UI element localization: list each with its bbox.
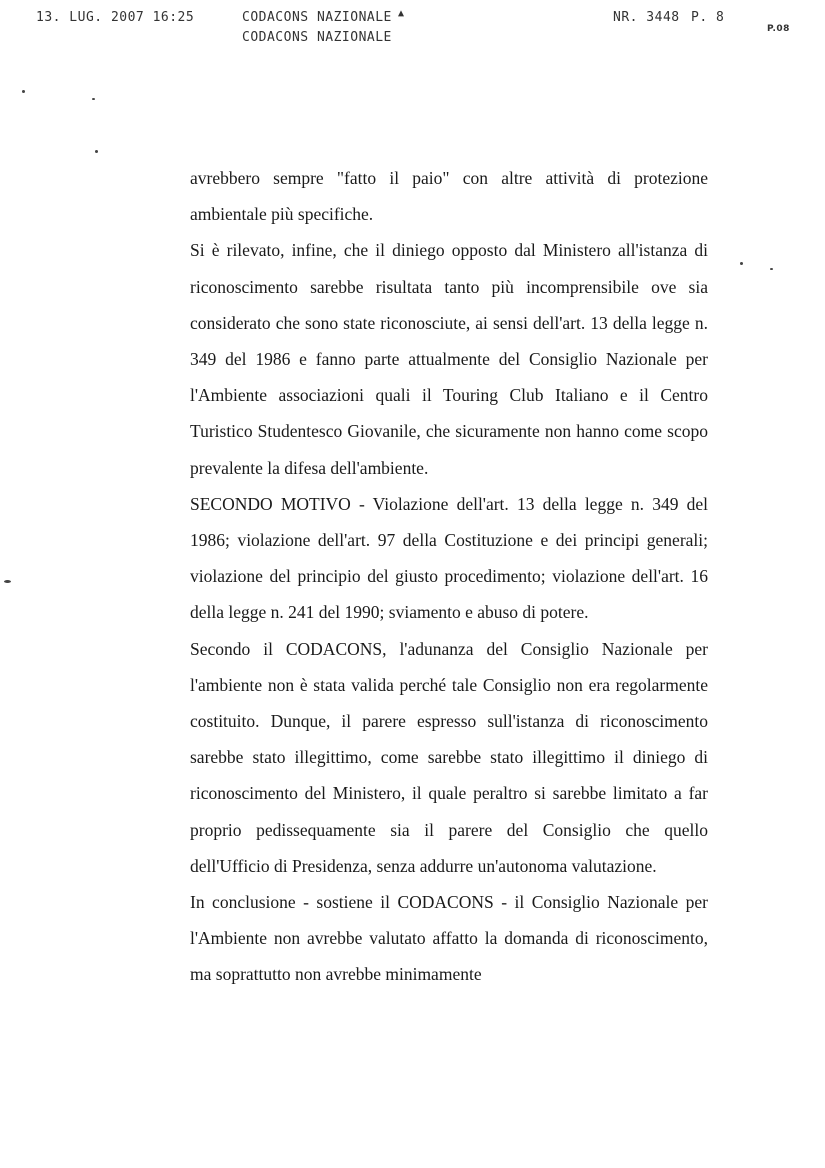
fax-number: NR. 3448	[613, 10, 680, 25]
fax-sender: CODACONS NAZIONALE	[242, 10, 392, 25]
paragraph: Secondo il CODACONS, l'adunanza del Consiglio Nazionale per l'ambiente non è stata valida perché tale Consiglio non era regolarmente costituito. Dunque, il parere espresso sull'istanza di riconoscimento sarebbe stato illegittimo, come sarebbe stato illegittimo il diniego di riconoscimento del Ministero, il quale peraltro si sarebbe limitato a far proprio pedissequamente sia il parere del Consiglio che quello dell'Ufficio di Presidenza, senza addurre un'autonoma valutazione.	[190, 638, 708, 876]
scan-speck	[770, 268, 773, 270]
paragraph: Si è rilevato, infine, che il diniego opposto dal Ministero all'istanza di riconoscimento sarebbe risultata tanto più incomprensibile ove sia considerato che sono state riconosciute, ai sensi dell'art. 13 della legge n. 349 del 1986 e fanno parte attualmente del Consiglio Nazionale per l'Ambiente associazioni quali il Touring Club Italiano e il Centro Turistico Studentesco Giovanile, che sicuramente non hanno come scopo prevalente la difesa dell'ambiente.	[190, 240, 708, 478]
paragraph: avrebbero sempre "fatto il paio" con altre attività di protezione ambientale più specifiche.	[190, 168, 708, 225]
scan-speck	[740, 262, 743, 265]
section-heading-paragraph: SECONDO MOTIVO - Violazione dell'art. 13 della legge n. 349 del 1986; violazione dell'art. 97 della Costituzione e dei principi generali; violazione del principio del giusto procedimento; violazione dell'art. 16 della legge n. 241 del 1990; sviamento e abuso di potere.	[190, 493, 708, 623]
scan-speck	[92, 98, 95, 100]
fax-caret-mark: ▲	[398, 8, 405, 19]
fax-page-number: P. 8	[691, 10, 725, 25]
scan-speck	[4, 580, 11, 583]
scan-speck	[22, 90, 25, 93]
document-body	[190, 160, 708, 993]
fax-date: 13. LUG. 2007 16:25	[36, 10, 195, 25]
fax-sender-repeat: CODACONS NAZIONALE	[242, 30, 392, 45]
scan-speck	[95, 150, 98, 153]
fax-corner-page: P.08	[767, 24, 790, 34]
paragraph: In conclusione - sostiene il CODACONS - il Consiglio Nazionale per l'Ambiente non avrebbe valutato affatto la domanda di riconoscimento, ma soprattutto non avrebbe minimamente	[190, 892, 708, 985]
